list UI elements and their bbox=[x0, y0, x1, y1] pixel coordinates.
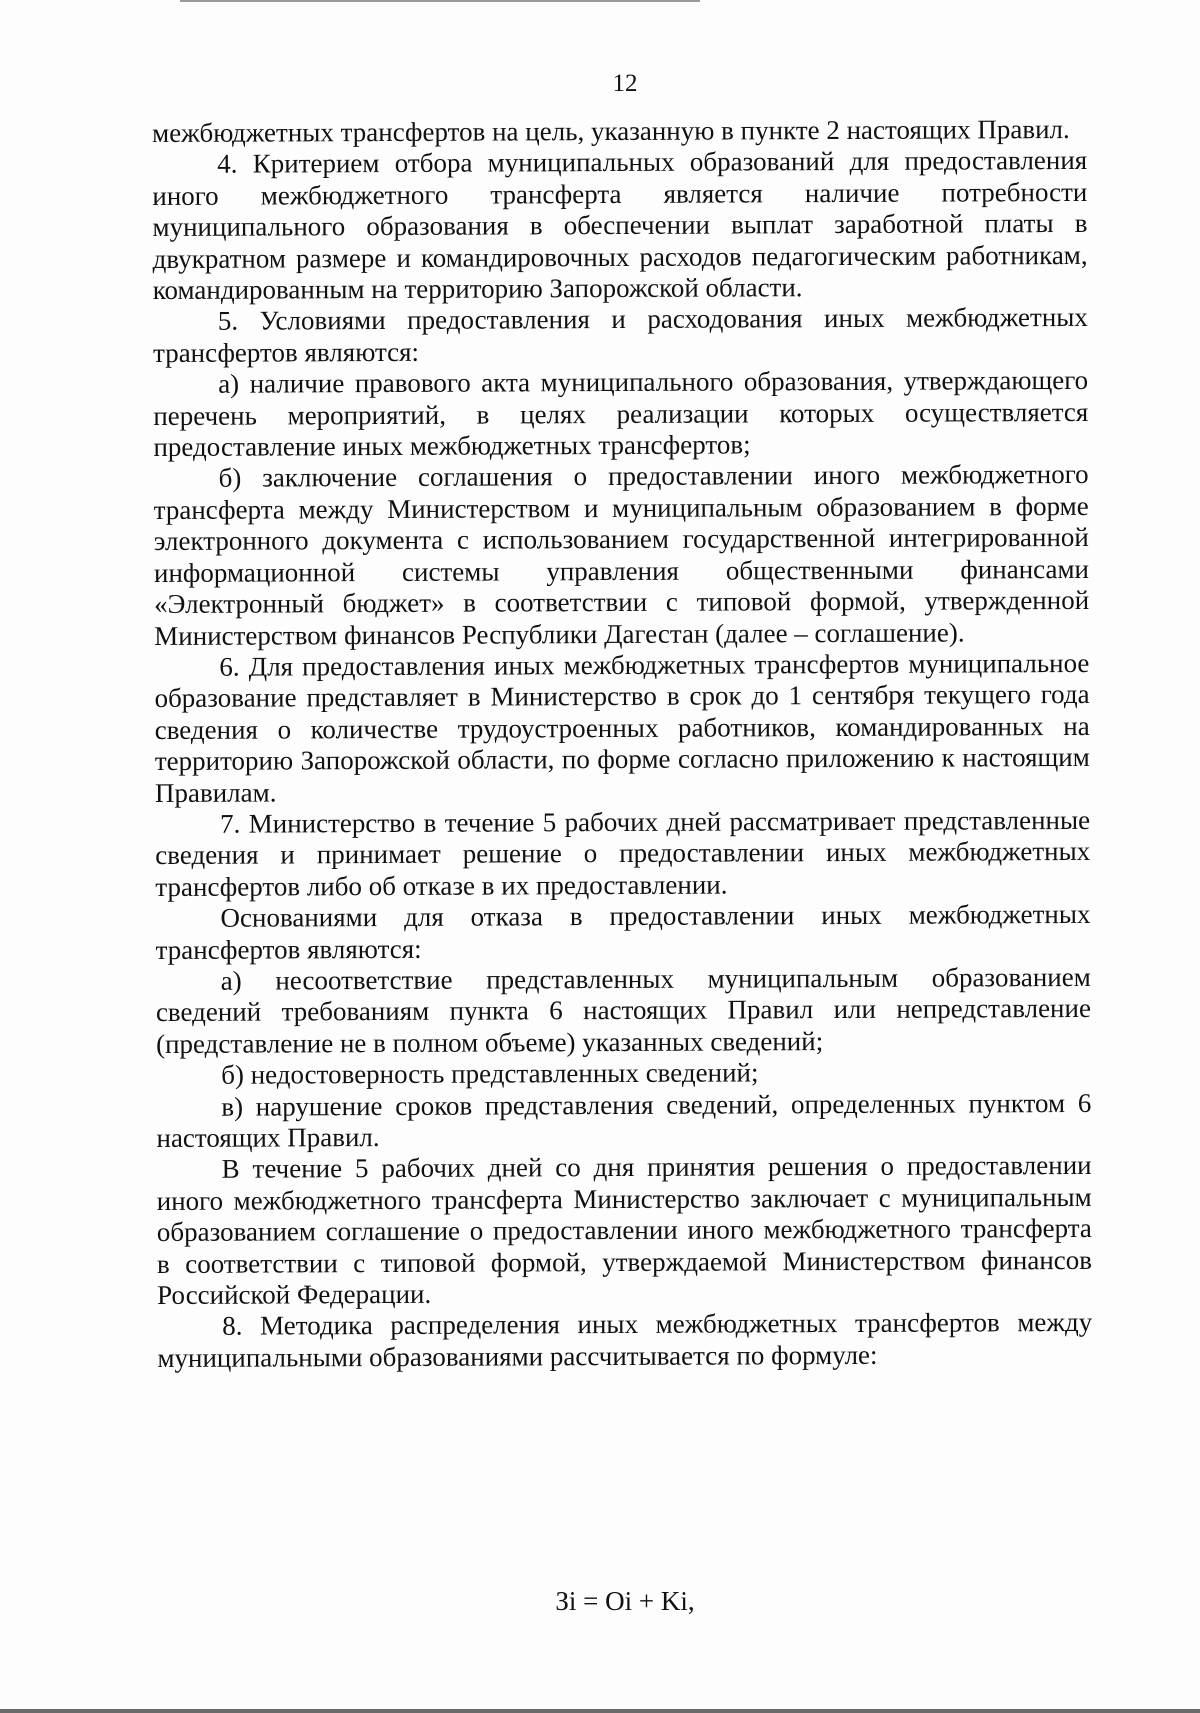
body-text bbox=[152, 114, 1092, 1374]
scan-edge-bottom bbox=[0, 1709, 1200, 1713]
paragraph-item-5a: а) наличие правового акта муниципального образования, утверждающего перечень мероприятий, в целях реализации которых осуществляется предоставление иных межбюджетных трансфертов; bbox=[153, 365, 1089, 463]
paragraph-item-4: 4. Критерием отбора муниципальных образований для предоставления иного межбюджетного трансферта является наличие потребности муниципального образования в обеспечении выплат заработной платы в двукратном размере и командировочных расходов педагогическим работникам, командированным на территорию Запорожской области. bbox=[152, 145, 1088, 306]
paragraph-refusal-a: а) несоответствие представленных муниципальным образованием сведений требованиям пункта 6 настоящих Правил или непредставление (представление не в полном объеме) указанных сведений; bbox=[155, 961, 1091, 1059]
paragraph-refusal-b: б) недостоверность представленных сведений; bbox=[221, 1057, 759, 1090]
paragraph-item-5b: б) заключение соглашения о предоставлении иного межбюджетного трансферта между Министерством и муниципальным образованием в форме электронного документа с использованием государственной интегрированной информационной системы управления общественными финансами «Электронный бюджет» в соответствии с типовой формой, утвержденной Министерством финансов Республики Дагестан (далее – соглашение). bbox=[153, 459, 1090, 651]
paragraph-item-6: 6. Для предоставления иных межбюджетных трансфертов муниципальное образование представляет в Министерство в срок до 1 сентября текущего года сведения о количестве трудоустроенных работников, командированных на территорию Запорожской области, по форме согласно приложению к настоящим Правилам. bbox=[154, 647, 1090, 808]
paragraph-item-8: 8. Методика распределения иных межбюджетных трансфертов между муниципальными образованиями рассчитывается по формуле: bbox=[157, 1307, 1093, 1373]
paragraph-refusal-c: в) нарушение сроков представления сведений, определенных пунктом 6 настоящих Правил. bbox=[156, 1087, 1092, 1153]
scan-edge-top bbox=[180, 0, 700, 2]
paragraph-continuation: межбюджетных трансфертов на цель, указанную в пункте 2 настоящих Правил. bbox=[152, 113, 1070, 148]
paragraph-item-5: 5. Условиями предоставления и расходования иных межбюджетных трансфертов являются: bbox=[152, 302, 1088, 368]
paragraph-refusal-grounds: Основаниями для отказа в предоставлении иных межбюджетных трансфертов являются: bbox=[155, 899, 1091, 965]
page-number: 12 bbox=[612, 70, 638, 97]
paragraph-item-7: 7. Министерство в течение 5 рабочих дней рассматривает представленные сведения и принимает решение о предоставлении иных межбюджетных трансфертов либо об отказе в их предоставлении. bbox=[155, 804, 1091, 902]
paragraph-agreement: В течение 5 рабочих дней со дня принятия решения о предоставлении иного межбюджетного трансферта Министерство заключает с муниципальным образованием соглашение о предоставлении иного межбюджетного трансферта в соответствии с типовой формой, утверждаемой Министерством финансов Российской Федерации. bbox=[156, 1150, 1093, 1311]
formula: Зi = Oi + Ki, bbox=[555, 1586, 695, 1616]
